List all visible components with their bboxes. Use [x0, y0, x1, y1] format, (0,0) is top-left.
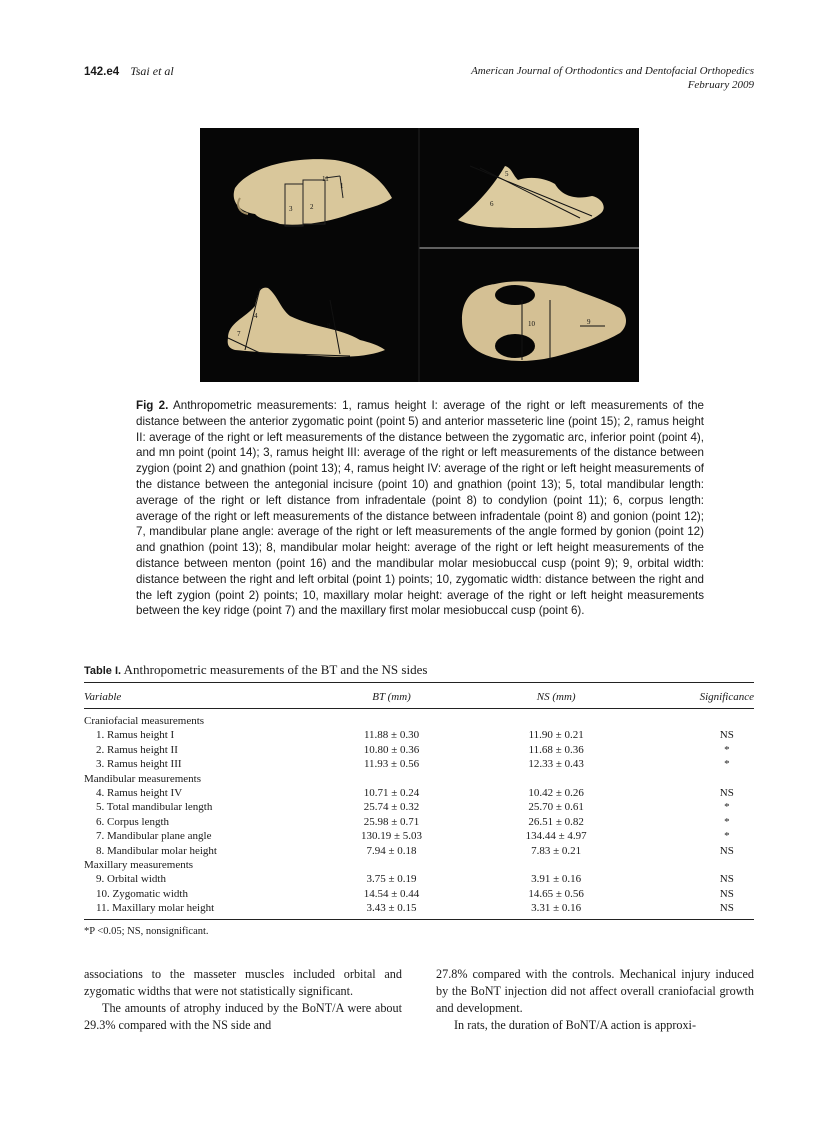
table-section-row	[84, 858, 754, 872]
figure-label-5: 5	[505, 170, 509, 178]
table-row	[84, 728, 754, 742]
section-label: Craniofacial measurements	[84, 715, 205, 727]
table-row	[84, 743, 754, 757]
cell-variable: 10. Zygomatic width	[96, 887, 188, 900]
cell-variable: 6. Corpus length	[96, 815, 170, 828]
body-column-left	[84, 966, 402, 1034]
body-paragraph: The amounts of atrophy induced by the BoNT/A were about 29.3% compared with the NS side and	[84, 1001, 402, 1032]
body-paragraph: associations to the masseter muscles included orbital and zygomatic widths that were not statistically significant.	[84, 967, 402, 998]
col-header-significance: Significance	[699, 691, 754, 703]
body-column-right	[436, 966, 754, 1034]
figure-label-11: 11	[322, 175, 329, 183]
cell-bt: 25.74 ± 0.32	[363, 801, 420, 814]
cell-ns: 10.42 ± 0.26	[528, 787, 584, 800]
figure-caption	[136, 398, 704, 619]
cell-ns: 26.51 ± 0.82	[528, 815, 584, 828]
measurements-table	[84, 686, 754, 916]
table-row	[84, 887, 754, 901]
figure-label-1: 1	[340, 182, 344, 190]
table-title-text: Anthropometric measurements of the BT and the NS sides	[123, 662, 428, 677]
cell-significance: *	[724, 743, 730, 756]
figure-label-10: 10	[528, 320, 535, 328]
table-bottom-rule	[84, 919, 754, 920]
cell-bt: 3.75 ± 0.19	[366, 873, 417, 886]
cell-variable: 4. Ramus height IV	[96, 787, 183, 800]
col-header-bt: BT (mm)	[372, 691, 411, 703]
table-row	[84, 872, 754, 886]
figure-label-4: 4	[254, 312, 258, 320]
cell-significance: *	[724, 801, 730, 814]
table-row	[84, 800, 754, 814]
figure-caption-text: Anthropometric measurements: 1, ramus height I: average of the right or left measurements of the distance between the anterior zygomatic point (point 5) and anterior masseteric line (point 15); 2, ramus height II: average of the right or left measurements of the distance between the zygomatic arc, inferior point (point 4), and mn point (point 14); 3, ramus height III: average of the right or left measurements of the distance between zygion (point 2) and gnathion (point 13); 4, ramus height IV: average of the right or left height measurements of the distance between the antegonial incisure (point 10) and gnathion (point 13); 5, total mandibular length: average of the right or left distance from infradentale (point 8) to condylion (point 11); 6, corpus length: average of the right or left measurements of the distance between infradentale (point 8) and gonion (point 12); 7, mandibular plane angle: average of the right or left measurements of the angle formed by gonion (point 12) and gnathion (point 13); 8, mandibular molar height: average of the right or left height measurements of the distance between menton (point 16) and the mandibular molar mesiobuccal cusp (point 9); 9, orbital width: distance between the right and left orbital (point 1) points; 10, zygomatic width: distance between the right and the left zygion (point 2) points; 10, maxillary molar height: average of the right or left height measurements between the key ridge (point 7) and the maxillary first molar mesiobuccal cusp (point 6).	[136, 399, 704, 618]
cell-bt: 7.94 ± 0.18	[366, 844, 417, 857]
figure-caption-label: Fig 2.	[136, 399, 169, 412]
cell-variable: 1. Ramus height I	[96, 729, 175, 742]
col-header-variable: Variable	[84, 691, 122, 703]
body-paragraph: 27.8% compared with the controls. Mechanical injury induced by the BoNT injection did not affect overall craniofacial growth and development.	[436, 967, 754, 1015]
cell-significance: NS	[719, 787, 734, 800]
issue-date: February 2009	[687, 79, 754, 91]
table-title	[84, 662, 427, 678]
cell-ns: 14.65 ± 0.56	[528, 887, 584, 900]
cell-ns: 11.90 ± 0.21	[528, 729, 584, 742]
table-row	[84, 844, 754, 858]
body-paragraph: In rats, the duration of BoNT/A action is approxi-	[454, 1018, 697, 1032]
cell-variable: 9. Orbital width	[96, 873, 166, 886]
cell-variable: 3. Ramus height III	[96, 758, 182, 771]
section-label: Maxillary measurements	[84, 859, 194, 872]
running-header-left	[84, 64, 174, 79]
cell-significance: NS	[719, 902, 734, 915]
figure-2-image	[200, 128, 639, 382]
cell-significance: *	[724, 758, 730, 771]
cell-ns: 11.68 ± 0.36	[528, 743, 584, 756]
cell-bt: 11.93 ± 0.56	[363, 758, 420, 771]
table-row	[84, 815, 754, 829]
table-row	[84, 757, 754, 771]
col-header-ns: NS (mm)	[536, 691, 576, 703]
cell-significance: NS	[719, 729, 734, 742]
cell-bt: 14.54 ± 0.44	[363, 887, 420, 900]
figure-label-9: 9	[587, 318, 591, 326]
figure-label-2: 2	[310, 203, 314, 211]
figure-label-8: 8	[327, 322, 331, 330]
cell-variable: 11. Maxillary molar height	[96, 902, 215, 915]
figure-2-photo-panel	[200, 128, 639, 382]
cell-variable: 5. Total mandibular length	[96, 801, 213, 814]
cell-ns: 7.83 ± 0.21	[531, 844, 582, 857]
cell-bt: 25.98 ± 0.71	[363, 815, 420, 828]
table-row	[84, 901, 754, 915]
cell-ns: 25.70 ± 0.61	[528, 801, 584, 814]
table-footnote: *P <0.05; NS, nonsignificant.	[84, 926, 209, 937]
running-header-right	[471, 64, 754, 92]
table-header-row	[84, 686, 754, 708]
cell-significance: NS	[719, 844, 734, 857]
cell-variable: 7. Mandibular plane angle	[96, 830, 212, 843]
cell-bt: 10.71 ± 0.24	[363, 787, 420, 800]
table-top-rule	[84, 682, 754, 683]
table-section-row	[84, 714, 754, 728]
cell-significance: NS	[719, 887, 734, 900]
cell-bt: 3.43 ± 0.15	[366, 902, 417, 915]
cell-significance: NS	[719, 873, 734, 886]
figure-label-7: 7	[237, 330, 241, 338]
cell-ns: 134.44 ± 4.97	[525, 830, 587, 843]
figure-label-6: 6	[490, 200, 494, 208]
cell-variable: 8. Mandibular molar height	[96, 844, 217, 857]
page-number: 142.e4	[84, 66, 120, 78]
journal-name: American Journal of Orthodontics and Dentofacial Orthopedics	[471, 65, 754, 77]
cell-significance: *	[724, 830, 730, 843]
cell-bt: 11.88 ± 0.30	[363, 729, 420, 742]
table-label: Table I.	[84, 665, 122, 677]
section-label: Mandibular measurements	[84, 772, 201, 785]
table-section-row	[84, 772, 754, 786]
cell-ns: 12.33 ± 0.43	[528, 758, 584, 771]
cell-ns: 3.31 ± 0.16	[531, 902, 582, 915]
cell-variable: 2. Ramus height II	[96, 743, 178, 756]
cell-bt: 10.80 ± 0.36	[363, 743, 420, 756]
cell-ns: 3.91 ± 0.16	[531, 873, 582, 886]
table-row	[84, 786, 754, 800]
table-row	[84, 829, 754, 843]
running-authors: Tsai et al	[130, 64, 174, 78]
figure-label-3: 3	[289, 205, 293, 213]
cell-bt: 130.19 ± 5.03	[361, 830, 423, 843]
cell-significance: *	[724, 815, 730, 828]
